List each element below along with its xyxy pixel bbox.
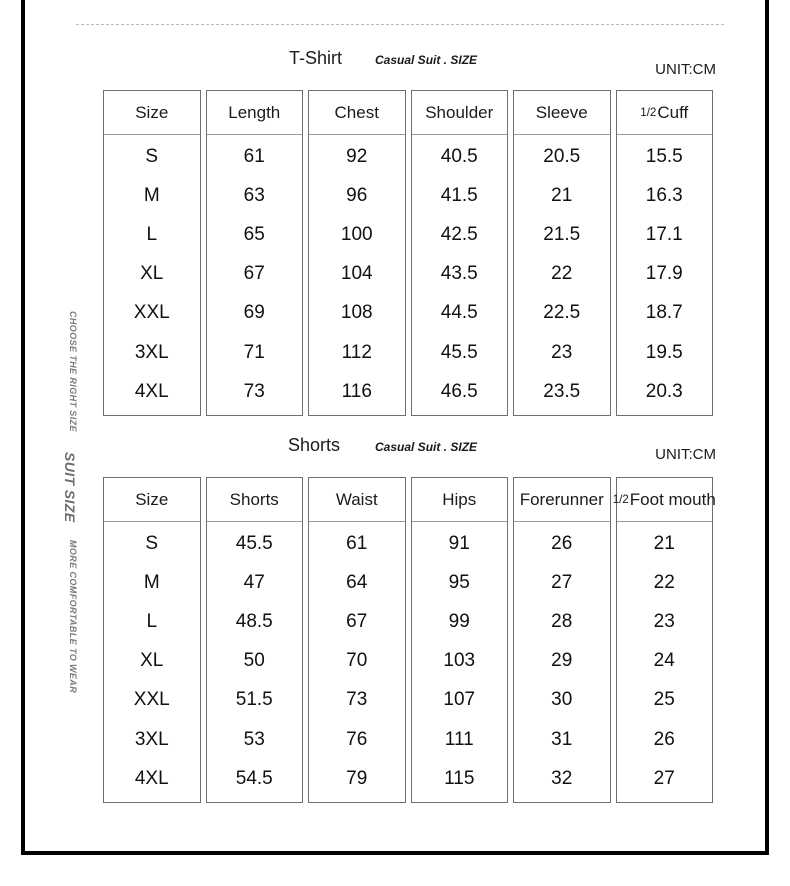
column-body bbox=[207, 522, 303, 802]
table-cell: 21.5 bbox=[543, 223, 581, 245]
table-cell: 31 bbox=[551, 728, 573, 750]
column-body bbox=[207, 135, 303, 415]
table-column bbox=[308, 90, 406, 416]
table-cell: 67 bbox=[243, 263, 265, 285]
column-body bbox=[104, 522, 200, 802]
table-cell: 61 bbox=[243, 145, 265, 167]
table-column bbox=[206, 477, 304, 803]
table-cell: 25 bbox=[653, 689, 675, 711]
column-header: 1/2 Foot mouth bbox=[617, 478, 713, 522]
table-cell: 44.5 bbox=[440, 302, 478, 324]
table-column bbox=[308, 477, 406, 803]
column-body bbox=[617, 135, 713, 415]
table-column bbox=[616, 90, 714, 416]
tshirt-size-table bbox=[103, 48, 716, 416]
table-cell: 27 bbox=[551, 571, 573, 593]
table-cell: S bbox=[145, 145, 159, 167]
column-header-label: Sleeve bbox=[535, 102, 588, 122]
column-header-label: Hips bbox=[442, 489, 477, 509]
table-cell: 45.5 bbox=[235, 532, 273, 554]
table-cell: 100 bbox=[340, 223, 373, 245]
column-header-label: Shorts bbox=[229, 489, 279, 509]
table-cell: 92 bbox=[346, 145, 368, 167]
table-cell: 27 bbox=[653, 767, 675, 789]
column-header bbox=[514, 91, 610, 135]
shorts-heading bbox=[103, 435, 716, 477]
table-cell: 111 bbox=[444, 728, 474, 750]
column-header bbox=[412, 478, 508, 522]
column-body bbox=[514, 522, 610, 802]
table-cell: 91 bbox=[448, 532, 470, 554]
table-cell: 26 bbox=[551, 532, 573, 554]
table-cell: 21 bbox=[653, 532, 675, 554]
column-body bbox=[104, 135, 200, 415]
shorts-title: Shorts bbox=[288, 435, 341, 455]
table-cell: 23.5 bbox=[543, 380, 581, 402]
table-cell: 15.5 bbox=[645, 145, 683, 167]
column-header bbox=[514, 478, 610, 522]
table-cell: 18.7 bbox=[645, 302, 683, 324]
table-cell: 30 bbox=[551, 689, 573, 711]
table-cell: 3XL bbox=[134, 341, 169, 363]
table-cell: 22 bbox=[653, 571, 675, 593]
table-column bbox=[612, 477, 716, 803]
column-body bbox=[309, 522, 405, 802]
table-cell: 61 bbox=[346, 532, 368, 554]
table-cell: 16.3 bbox=[645, 184, 683, 206]
table-cell: 41.5 bbox=[440, 184, 478, 206]
table-cell: 45.5 bbox=[440, 341, 478, 363]
top-dotted-divider bbox=[76, 24, 724, 25]
table-column bbox=[103, 477, 201, 803]
column-header-label: Foot mouth bbox=[629, 489, 716, 509]
table-cell: 54.5 bbox=[235, 767, 273, 789]
column-header-label: Size bbox=[135, 489, 169, 509]
column-header-label: Shoulder bbox=[425, 102, 494, 122]
column-header-label: Length bbox=[228, 102, 281, 122]
shorts-size-table bbox=[103, 435, 716, 803]
table-cell: 70 bbox=[346, 650, 368, 672]
tshirt-heading bbox=[103, 48, 716, 90]
table-cell: 73 bbox=[243, 380, 265, 402]
table-cell: 4XL bbox=[134, 380, 169, 402]
column-header: 1/2 Cuff bbox=[617, 91, 713, 135]
column-body bbox=[412, 522, 508, 802]
table-cell: 42.5 bbox=[440, 223, 478, 245]
table-column bbox=[103, 90, 201, 416]
table-column bbox=[513, 90, 611, 416]
column-header-label: Cuff bbox=[657, 102, 689, 122]
table-cell: 23 bbox=[653, 610, 675, 632]
table-cell: 24 bbox=[653, 650, 675, 672]
column-header bbox=[412, 91, 508, 135]
column-body bbox=[309, 135, 405, 415]
table-cell: 20.5 bbox=[543, 145, 581, 167]
table-cell: 3XL bbox=[134, 728, 169, 750]
shorts-unit-label: UNIT:CM bbox=[655, 446, 716, 463]
table-cell: 99 bbox=[448, 610, 470, 632]
column-header bbox=[104, 91, 200, 135]
table-cell: 23 bbox=[551, 341, 573, 363]
table-column bbox=[411, 477, 509, 803]
table-cell: 64 bbox=[346, 571, 368, 593]
table-cell: 79 bbox=[346, 767, 368, 789]
table-cell: 107 bbox=[443, 689, 476, 711]
table-column bbox=[411, 90, 509, 416]
shorts-columns bbox=[103, 477, 716, 803]
table-cell: 17.1 bbox=[645, 223, 683, 245]
table-cell: 116 bbox=[341, 380, 372, 402]
table-cell: 28 bbox=[551, 610, 573, 632]
table-cell: 95 bbox=[448, 571, 470, 593]
table-cell: 71 bbox=[243, 341, 265, 363]
tshirt-title: T-Shirt bbox=[289, 48, 343, 68]
table-cell: 108 bbox=[340, 302, 373, 324]
table-cell: 17.9 bbox=[645, 263, 683, 285]
tshirt-subtitle: Casual Suit . SIZE bbox=[375, 53, 478, 67]
table-cell: XL bbox=[140, 263, 164, 285]
table-cell: 26 bbox=[653, 728, 675, 750]
column-body bbox=[412, 135, 508, 415]
table-cell: L bbox=[146, 223, 158, 245]
table-cell: 22.5 bbox=[543, 302, 581, 324]
column-header-label: Forerunner bbox=[519, 489, 604, 509]
table-cell: 47 bbox=[243, 571, 265, 593]
table-cell: XXL bbox=[133, 689, 170, 711]
table-cell: 20.3 bbox=[645, 380, 683, 402]
table-cell: 115 bbox=[444, 767, 475, 789]
table-cell: 21 bbox=[551, 184, 573, 206]
table-cell: 63 bbox=[243, 184, 265, 206]
table-column bbox=[206, 90, 304, 416]
table-cell: 73 bbox=[346, 689, 368, 711]
table-cell: 53 bbox=[243, 728, 265, 750]
column-header-label: Waist bbox=[335, 489, 378, 509]
side-caption-choose-the-right-size: CHOOSE THE RIGHT SIZE bbox=[68, 311, 78, 432]
column-body bbox=[514, 135, 610, 415]
table-cell: M bbox=[143, 571, 160, 593]
table-cell: 4XL bbox=[134, 767, 169, 789]
table-cell: 40.5 bbox=[440, 145, 478, 167]
column-header bbox=[207, 91, 303, 135]
table-cell: M bbox=[143, 184, 160, 206]
table-cell: 19.5 bbox=[645, 341, 683, 363]
table-column bbox=[513, 477, 611, 803]
table-cell: 50 bbox=[243, 650, 265, 672]
table-cell: 104 bbox=[340, 263, 373, 285]
column-body bbox=[617, 522, 713, 802]
column-header-label: Chest bbox=[334, 102, 379, 122]
column-header bbox=[309, 91, 405, 135]
table-cell: 65 bbox=[243, 223, 265, 245]
table-cell: 67 bbox=[346, 610, 368, 632]
tshirt-unit-label: UNIT:CM bbox=[655, 61, 716, 78]
table-cell: 51.5 bbox=[235, 689, 273, 711]
tshirt-columns bbox=[103, 90, 713, 416]
column-header bbox=[309, 478, 405, 522]
table-cell: 96 bbox=[346, 184, 368, 206]
table-cell: 32 bbox=[551, 767, 573, 789]
table-cell: XXL bbox=[133, 302, 170, 324]
column-header bbox=[104, 478, 200, 522]
table-cell: 69 bbox=[243, 302, 265, 324]
table-cell: 22 bbox=[551, 263, 573, 285]
table-cell: 46.5 bbox=[440, 380, 478, 402]
table-cell: 103 bbox=[443, 650, 476, 672]
table-cell: 76 bbox=[346, 728, 368, 750]
table-cell: S bbox=[145, 532, 159, 554]
shorts-subtitle: Casual Suit . SIZE bbox=[375, 440, 478, 454]
table-cell: L bbox=[146, 610, 158, 632]
table-cell: 29 bbox=[551, 650, 573, 672]
table-cell: 112 bbox=[341, 341, 372, 363]
side-caption-more-comfortable-to-wear: MORE COMFORTABLE TO WEAR bbox=[68, 540, 78, 694]
column-header bbox=[207, 478, 303, 522]
table-cell: 48.5 bbox=[235, 610, 273, 632]
side-caption-suit-size: SUIT SIZE bbox=[62, 452, 78, 523]
column-header-label: Size bbox=[135, 102, 169, 122]
table-cell: XL bbox=[140, 650, 164, 672]
table-cell: 43.5 bbox=[440, 263, 478, 285]
